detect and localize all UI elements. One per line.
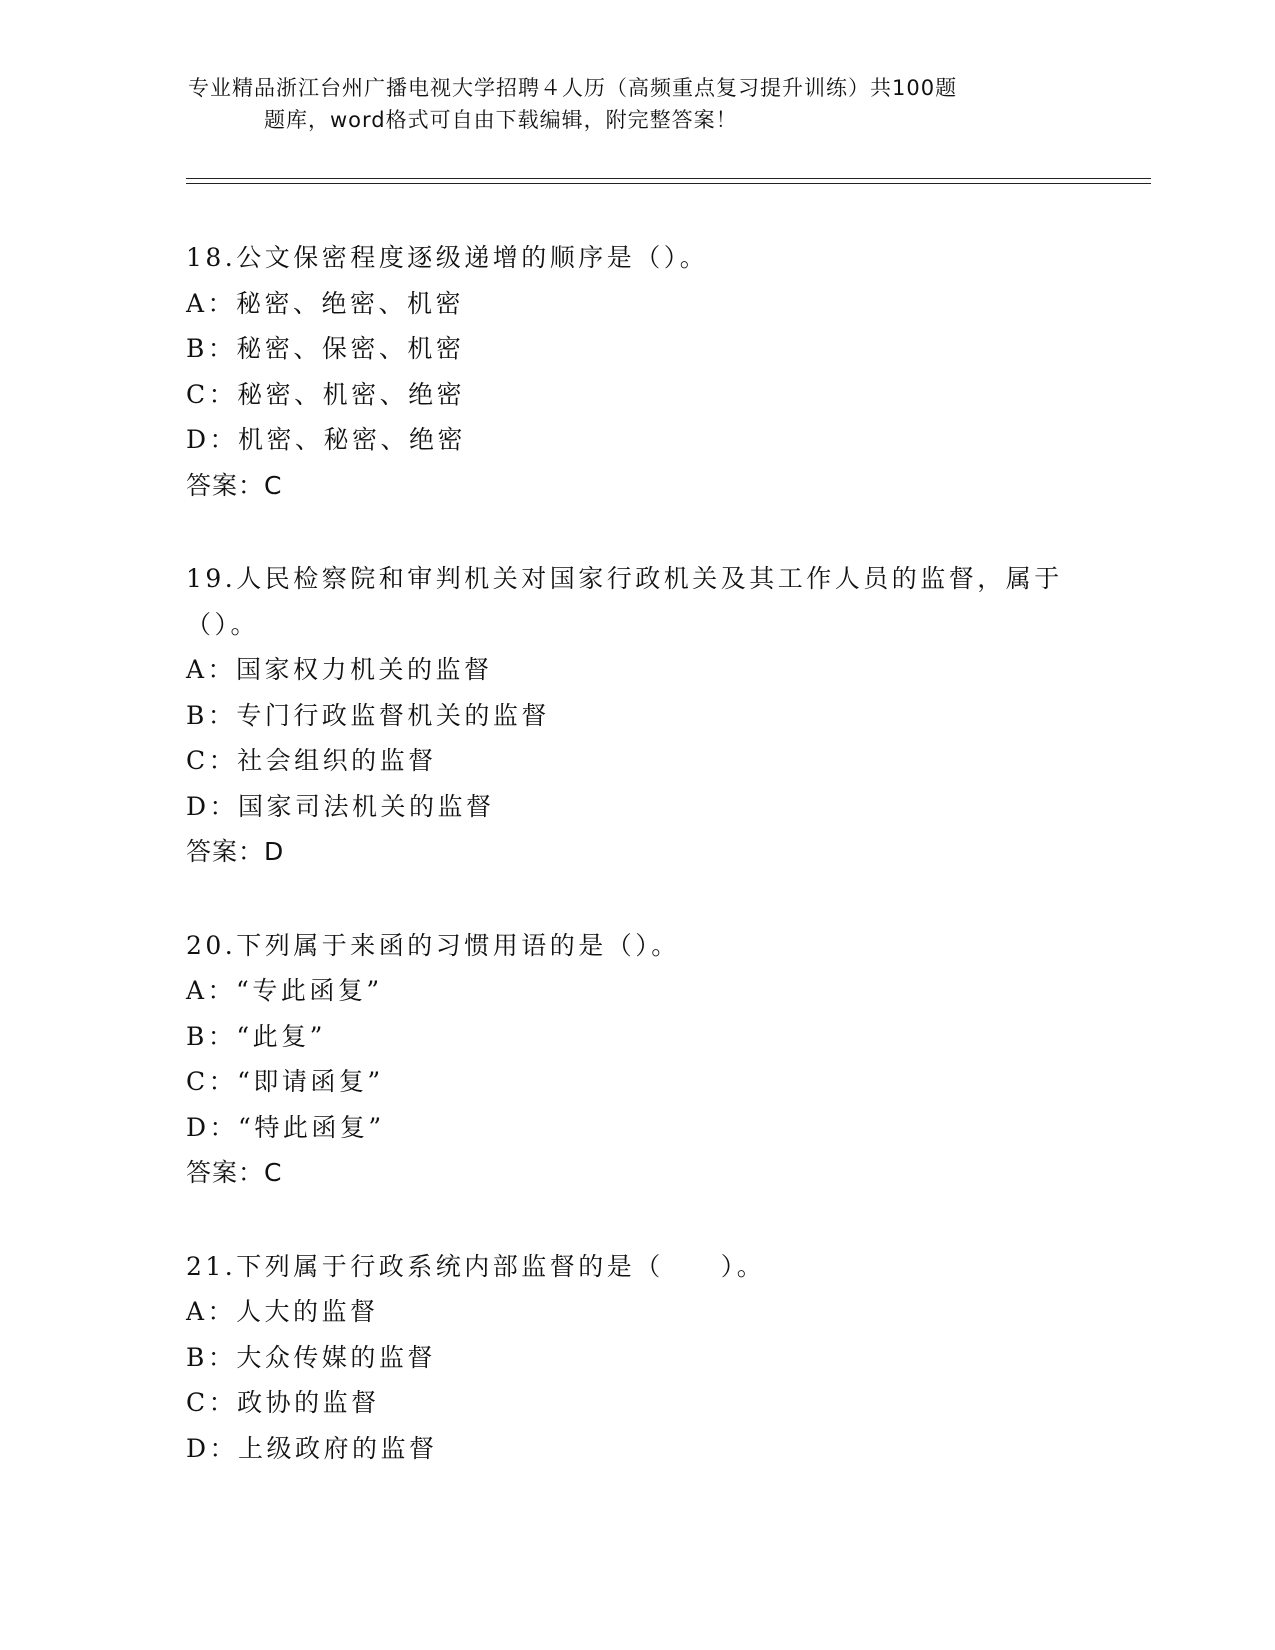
- option-b: B：大众传媒的监督: [186, 1342, 436, 1372]
- document-header: [188, 72, 1088, 136]
- question-stem: 21.下列属于行政系统内部监督的是（ ）。: [186, 1251, 766, 1281]
- question-stem: 18.公文保密程度逐级递增的顺序是（）。: [186, 243, 709, 272]
- option-b: B：“此复”: [186, 1021, 326, 1051]
- question-19: [186, 556, 1086, 875]
- question-list: [186, 235, 1086, 1519]
- question-18: [186, 235, 1086, 508]
- question-21: [186, 1244, 1086, 1472]
- answer: 答案：D: [186, 837, 285, 866]
- option-c: C：政协的监督: [186, 1388, 380, 1417]
- option-d: D：上级政府的监督: [186, 1433, 438, 1463]
- question-20: [186, 923, 1086, 1196]
- header-divider-bottom: [186, 183, 1151, 184]
- option-b: B：专门行政监督机关的监督: [186, 700, 550, 730]
- option-d: D：国家司法机关的监督: [186, 791, 495, 821]
- option-d: D：机密、秘密、绝密: [186, 425, 467, 454]
- answer: 答案：C: [186, 470, 283, 500]
- option-d: D：“特此函复”: [186, 1112, 385, 1142]
- question-stem: 20.下列属于来函的习惯用语的是（）。: [186, 930, 680, 960]
- option-c: C：社会组织的监督: [186, 746, 437, 775]
- option-c: C：秘密、机密、绝密: [186, 379, 466, 409]
- answer: 答案：C: [186, 1158, 283, 1187]
- option-b: B：秘密、保密、机密: [186, 334, 465, 363]
- option-a: A：国家权力机关的监督: [186, 655, 493, 684]
- option-a: A：秘密、绝密、机密: [186, 288, 465, 318]
- header-line-1: 专业精品浙江台州广播电视大学招聘４人历（高频重点复习提升训练）共100题: [188, 76, 958, 100]
- option-a: A：人大的监督: [186, 1297, 379, 1326]
- header-divider-top: [186, 178, 1151, 179]
- option-a: A：“专此函复”: [186, 976, 383, 1005]
- option-c: C：“即请函复”: [186, 1067, 384, 1096]
- header-line-2: 题库，word格式可自由下载编辑，附完整答案！: [264, 108, 738, 132]
- question-stem: 19.人民检察院和审判机关对国家行政机关及其工作人员的监督，属于（）。: [186, 564, 1063, 639]
